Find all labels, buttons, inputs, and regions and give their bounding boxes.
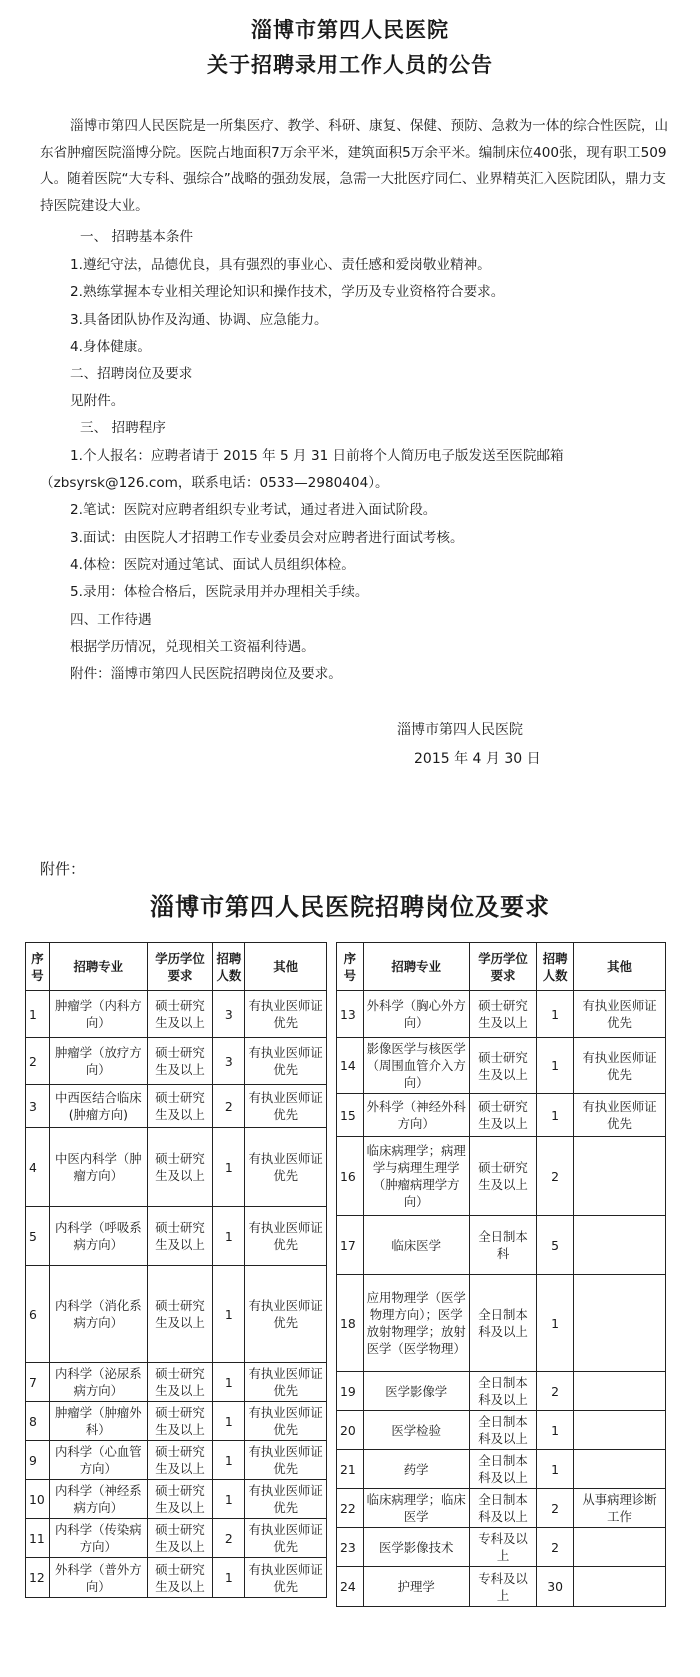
cell-no: 12 [26,1558,50,1598]
cell-major: 内科学（泌尿系病方向） [49,1363,147,1402]
header-edu: 学历学位要求 [147,943,213,991]
header-count: 招聘人数 [213,943,245,991]
cell-major: 内科学（呼吸系病方向） [49,1207,147,1266]
cell-major: 影像医学与核医学（周围血管介入方向） [363,1038,469,1094]
cell-edu: 全日制本科及以上 [469,1450,536,1489]
cell-other [574,1216,666,1275]
cell-other [574,1528,666,1567]
cell-major: 内科学（传染病方向） [49,1519,147,1558]
table-header-row [26,943,327,991]
cell-count: 1 [213,1441,245,1480]
section-2-body: 见附件。 [70,393,125,409]
cell-edu: 硕士研究生及以上 [147,1558,213,1598]
cell-count: 1 [537,991,574,1038]
cell-other: 有执业医师证优先 [574,1038,666,1094]
condition-item: 2.熟练掌握本专业相关理论知识和操作技术，学历及专业资格符合要求。 [70,284,505,300]
cell-no: 22 [337,1489,364,1528]
cell-edu: 硕士研究生及以上 [147,1207,213,1266]
cell-no: 11 [26,1519,50,1558]
cell-major: 医学检验 [363,1411,469,1450]
cell-no: 9 [26,1441,50,1480]
table-row [26,1402,327,1441]
cell-edu: 硕士研究生及以上 [147,991,213,1038]
cell-edu: 全日制本科及以上 [469,1489,536,1528]
cell-other [574,1372,666,1411]
cell-other: 有执业医师证优先 [245,991,327,1038]
cell-no: 7 [26,1363,50,1402]
cell-no: 13 [337,991,364,1038]
cell-major: 肿瘤学（内科方向） [49,991,147,1038]
cell-major: 临床医学 [363,1216,469,1275]
cell-major: 临床病理学；病理学与病理生理学（肿瘤病理学方向） [363,1137,469,1216]
cell-other [574,1450,666,1489]
cell-other [574,1275,666,1372]
cell-major: 医学影像技术 [363,1528,469,1567]
cell-no: 17 [337,1216,364,1275]
cell-major: 中医内科学（肿瘤方向） [49,1128,147,1207]
cell-edu: 专科及以上 [469,1567,536,1607]
cell-no: 16 [337,1137,364,1216]
cell-major: 应用物理学（医学物理方向）；医学放射物理学；放射医学（医学物理） [363,1275,469,1372]
attachment-title: 淄博市第四人民医院招聘岗位及要求 [150,892,550,921]
cell-edu: 硕士研究生及以上 [469,1038,536,1094]
cell-count: 1 [537,1275,574,1372]
section-4-heading: 四、工作待遇 [70,612,152,628]
cell-count: 1 [213,1402,245,1441]
table-row [337,1094,666,1137]
cell-no: 8 [26,1402,50,1441]
cell-count: 1 [213,1266,245,1363]
header-other: 其他 [574,943,666,991]
cell-count: 1 [537,1450,574,1489]
procedure-item: 3.面试：由医院人才招聘工作专业委员会对应聘者进行面试考核。 [70,530,464,546]
cell-no: 24 [337,1567,364,1607]
table-row [26,1085,327,1128]
cell-no: 1 [26,991,50,1038]
hospital-title: 淄博市第四人民医院 [251,18,449,42]
cell-edu: 全日制本科及以上 [469,1372,536,1411]
announcement-title: 关于招聘录用工作人员的公告 [207,53,493,77]
cell-other: 有执业医师证优先 [245,1085,327,1128]
table-row [337,1038,666,1094]
table-row [337,1216,666,1275]
cell-major: 内科学（消化系病方向） [49,1266,147,1363]
header-major: 招聘专业 [363,943,469,991]
cell-count: 5 [537,1216,574,1275]
cell-major: 护理学 [363,1567,469,1607]
cell-count: 1 [537,1038,574,1094]
cell-count: 30 [537,1567,574,1607]
table-row [26,1441,327,1480]
cell-count: 2 [537,1489,574,1528]
condition-item: 1.遵纪守法，品德优良，具有强烈的事业心、责任感和爱岗敬业精神。 [70,257,491,273]
procedure-item: 2.笔试：医院对应聘者组织专业考试，通过者进入面试阶段。 [70,502,437,518]
table-row [26,1038,327,1085]
cell-major: 药学 [363,1450,469,1489]
cell-edu: 硕士研究生及以上 [147,1519,213,1558]
cell-other: 有执业医师证优先 [245,1441,327,1480]
cell-count: 3 [213,1038,245,1085]
condition-item: 4.身体健康。 [70,339,151,355]
cell-other: 从事病理诊断工作 [574,1489,666,1528]
cell-count: 1 [213,1207,245,1266]
cell-edu: 全日制本科及以上 [469,1275,536,1372]
cell-other: 有执业医师证优先 [574,991,666,1038]
table-row [26,1266,327,1363]
attachment-note: 附件：淄博市第四人民医院招聘岗位及要求。 [70,666,342,682]
cell-no: 15 [337,1094,364,1137]
cell-major: 临床病理学；临床医学 [363,1489,469,1528]
cell-no: 6 [26,1266,50,1363]
procedure-item: 5.录用：体检合格后，医院录用并办理相关手续。 [70,584,369,600]
cell-edu: 硕士研究生及以上 [147,1085,213,1128]
cell-count: 1 [213,1558,245,1598]
cell-count: 1 [537,1094,574,1137]
cell-other: 有执业医师证优先 [574,1094,666,1137]
cell-major: 肿瘤学（肿瘤外科） [49,1402,147,1441]
cell-count: 1 [537,1411,574,1450]
signature-date: 2015 年 4 月 30 日 [414,751,541,767]
cell-count: 2 [537,1528,574,1567]
cell-other: 有执业医师证优先 [245,1480,327,1519]
section-2-heading: 二、招聘岗位及要求 [70,366,193,382]
table-row [337,1411,666,1450]
cell-other [574,1411,666,1450]
attachment-label: 附件： [40,860,86,878]
procedure-item: 4.体检：医院对通过笔试、面试人员组织体检。 [70,557,355,573]
table-row [337,1372,666,1411]
cell-no: 3 [26,1085,50,1128]
cell-no: 5 [26,1207,50,1266]
cell-no: 19 [337,1372,364,1411]
jobs-table-right [336,942,666,1607]
cell-no: 10 [26,1480,50,1519]
cell-other [574,1137,666,1216]
section-4-body: 根据学历情况，兑现相关工资福利待遇。 [70,639,315,655]
table-row [337,1489,666,1528]
cell-edu: 硕士研究生及以上 [147,1441,213,1480]
cell-no: 14 [337,1038,364,1094]
cell-major: 内科学（神经系病方向） [49,1480,147,1519]
condition-item: 3.具备团队协作及沟通、协调、应急能力。 [70,312,328,328]
cell-major: 外科学（胸心外方向） [363,991,469,1038]
cell-edu: 硕士研究生及以上 [469,1137,536,1216]
cell-edu: 硕士研究生及以上 [147,1128,213,1207]
header-edu: 学历学位要求 [469,943,536,991]
table-row [337,1567,666,1607]
header-no: 序号 [337,943,364,991]
cell-other: 有执业医师证优先 [245,1128,327,1207]
cell-major: 中西医结合临床(肿瘤方向) [49,1085,147,1128]
cell-count: 1 [213,1363,245,1402]
cell-edu: 全日制本科 [469,1216,536,1275]
cell-no: 18 [337,1275,364,1372]
cell-major: 外科学（普外方向） [49,1558,147,1598]
table-row [26,1207,327,1266]
section-3-heading: 三、 招聘程序 [80,420,166,436]
cell-edu: 硕士研究生及以上 [147,1363,213,1402]
procedure-item: 1.个人报名：应聘者请于 2015 年 5 月 31 日前将个人简历电子版发送至医院邮箱 [70,448,564,464]
header-count: 招聘人数 [537,943,574,991]
table-row [26,1128,327,1207]
cell-other: 有执业医师证优先 [245,1207,327,1266]
table-row [26,991,327,1038]
signature-org: 淄博市第四人民医院 [397,722,523,738]
table-row [26,1558,327,1598]
cell-no: 2 [26,1038,50,1085]
cell-major: 内科学（心血管方向） [49,1441,147,1480]
cell-other [574,1567,666,1607]
cell-count: 2 [213,1085,245,1128]
cell-other: 有执业医师证优先 [245,1558,327,1598]
cell-edu: 硕士研究生及以上 [469,1094,536,1137]
cell-count: 2 [537,1372,574,1411]
cell-count: 1 [213,1128,245,1207]
cell-other: 有执业医师证优先 [245,1363,327,1402]
cell-count: 2 [213,1519,245,1558]
cell-other: 有执业医师证优先 [245,1519,327,1558]
table-row [337,1275,666,1372]
cell-no: 21 [337,1450,364,1489]
cell-no: 20 [337,1411,364,1450]
header-major: 招聘专业 [49,943,147,991]
table-row [337,1450,666,1489]
cell-edu: 全日制本科及以上 [469,1411,536,1450]
cell-major: 医学影像学 [363,1372,469,1411]
table-row [26,1363,327,1402]
cell-other: 有执业医师证优先 [245,1266,327,1363]
cell-edu: 硕士研究生及以上 [469,991,536,1038]
table-row [26,1480,327,1519]
cell-other: 有执业医师证优先 [245,1038,327,1085]
cell-other: 有执业医师证优先 [245,1402,327,1441]
jobs-table-left [25,942,327,1598]
cell-edu: 硕士研究生及以上 [147,1266,213,1363]
table-row [337,991,666,1038]
table-row [26,1519,327,1558]
cell-edu: 硕士研究生及以上 [147,1402,213,1441]
cell-count: 1 [213,1480,245,1519]
cell-count: 3 [213,991,245,1038]
cell-edu: 硕士研究生及以上 [147,1038,213,1085]
header-other: 其他 [245,943,327,991]
header-no: 序号 [26,943,50,991]
cell-no: 23 [337,1528,364,1567]
table-row [337,1137,666,1216]
cell-major: 外科学（神经外科方向） [363,1094,469,1137]
cell-no: 4 [26,1128,50,1207]
table-header-row [337,943,666,991]
intro-paragraph: 淄博市第四人民医院是一所集医疗、教学、科研、康复、保健、预防、急救为一体的综合性医院，山东省肿瘤医院淄博分院。医院占地面积7万余平米，建筑面积5万余平米。编制床位400张，现有职工509人。随着医院“大专科、强综合”战略的强劲发展，急需一大批医疗同仁、业界精英汇入医院团队，鼎力支持医院建设大业。 [40,118,669,214]
cell-edu: 专科及以上 [469,1528,536,1567]
table-row [337,1528,666,1567]
cell-major: 肿瘤学（放疗方向） [49,1038,147,1085]
cell-edu: 硕士研究生及以上 [147,1480,213,1519]
cell-count: 2 [537,1137,574,1216]
contact-line: （zbsyrsk@126.com，联系电话：0533—2980404）。 [40,475,389,491]
section-1-heading: 一、 招聘基本条件 [80,229,194,245]
